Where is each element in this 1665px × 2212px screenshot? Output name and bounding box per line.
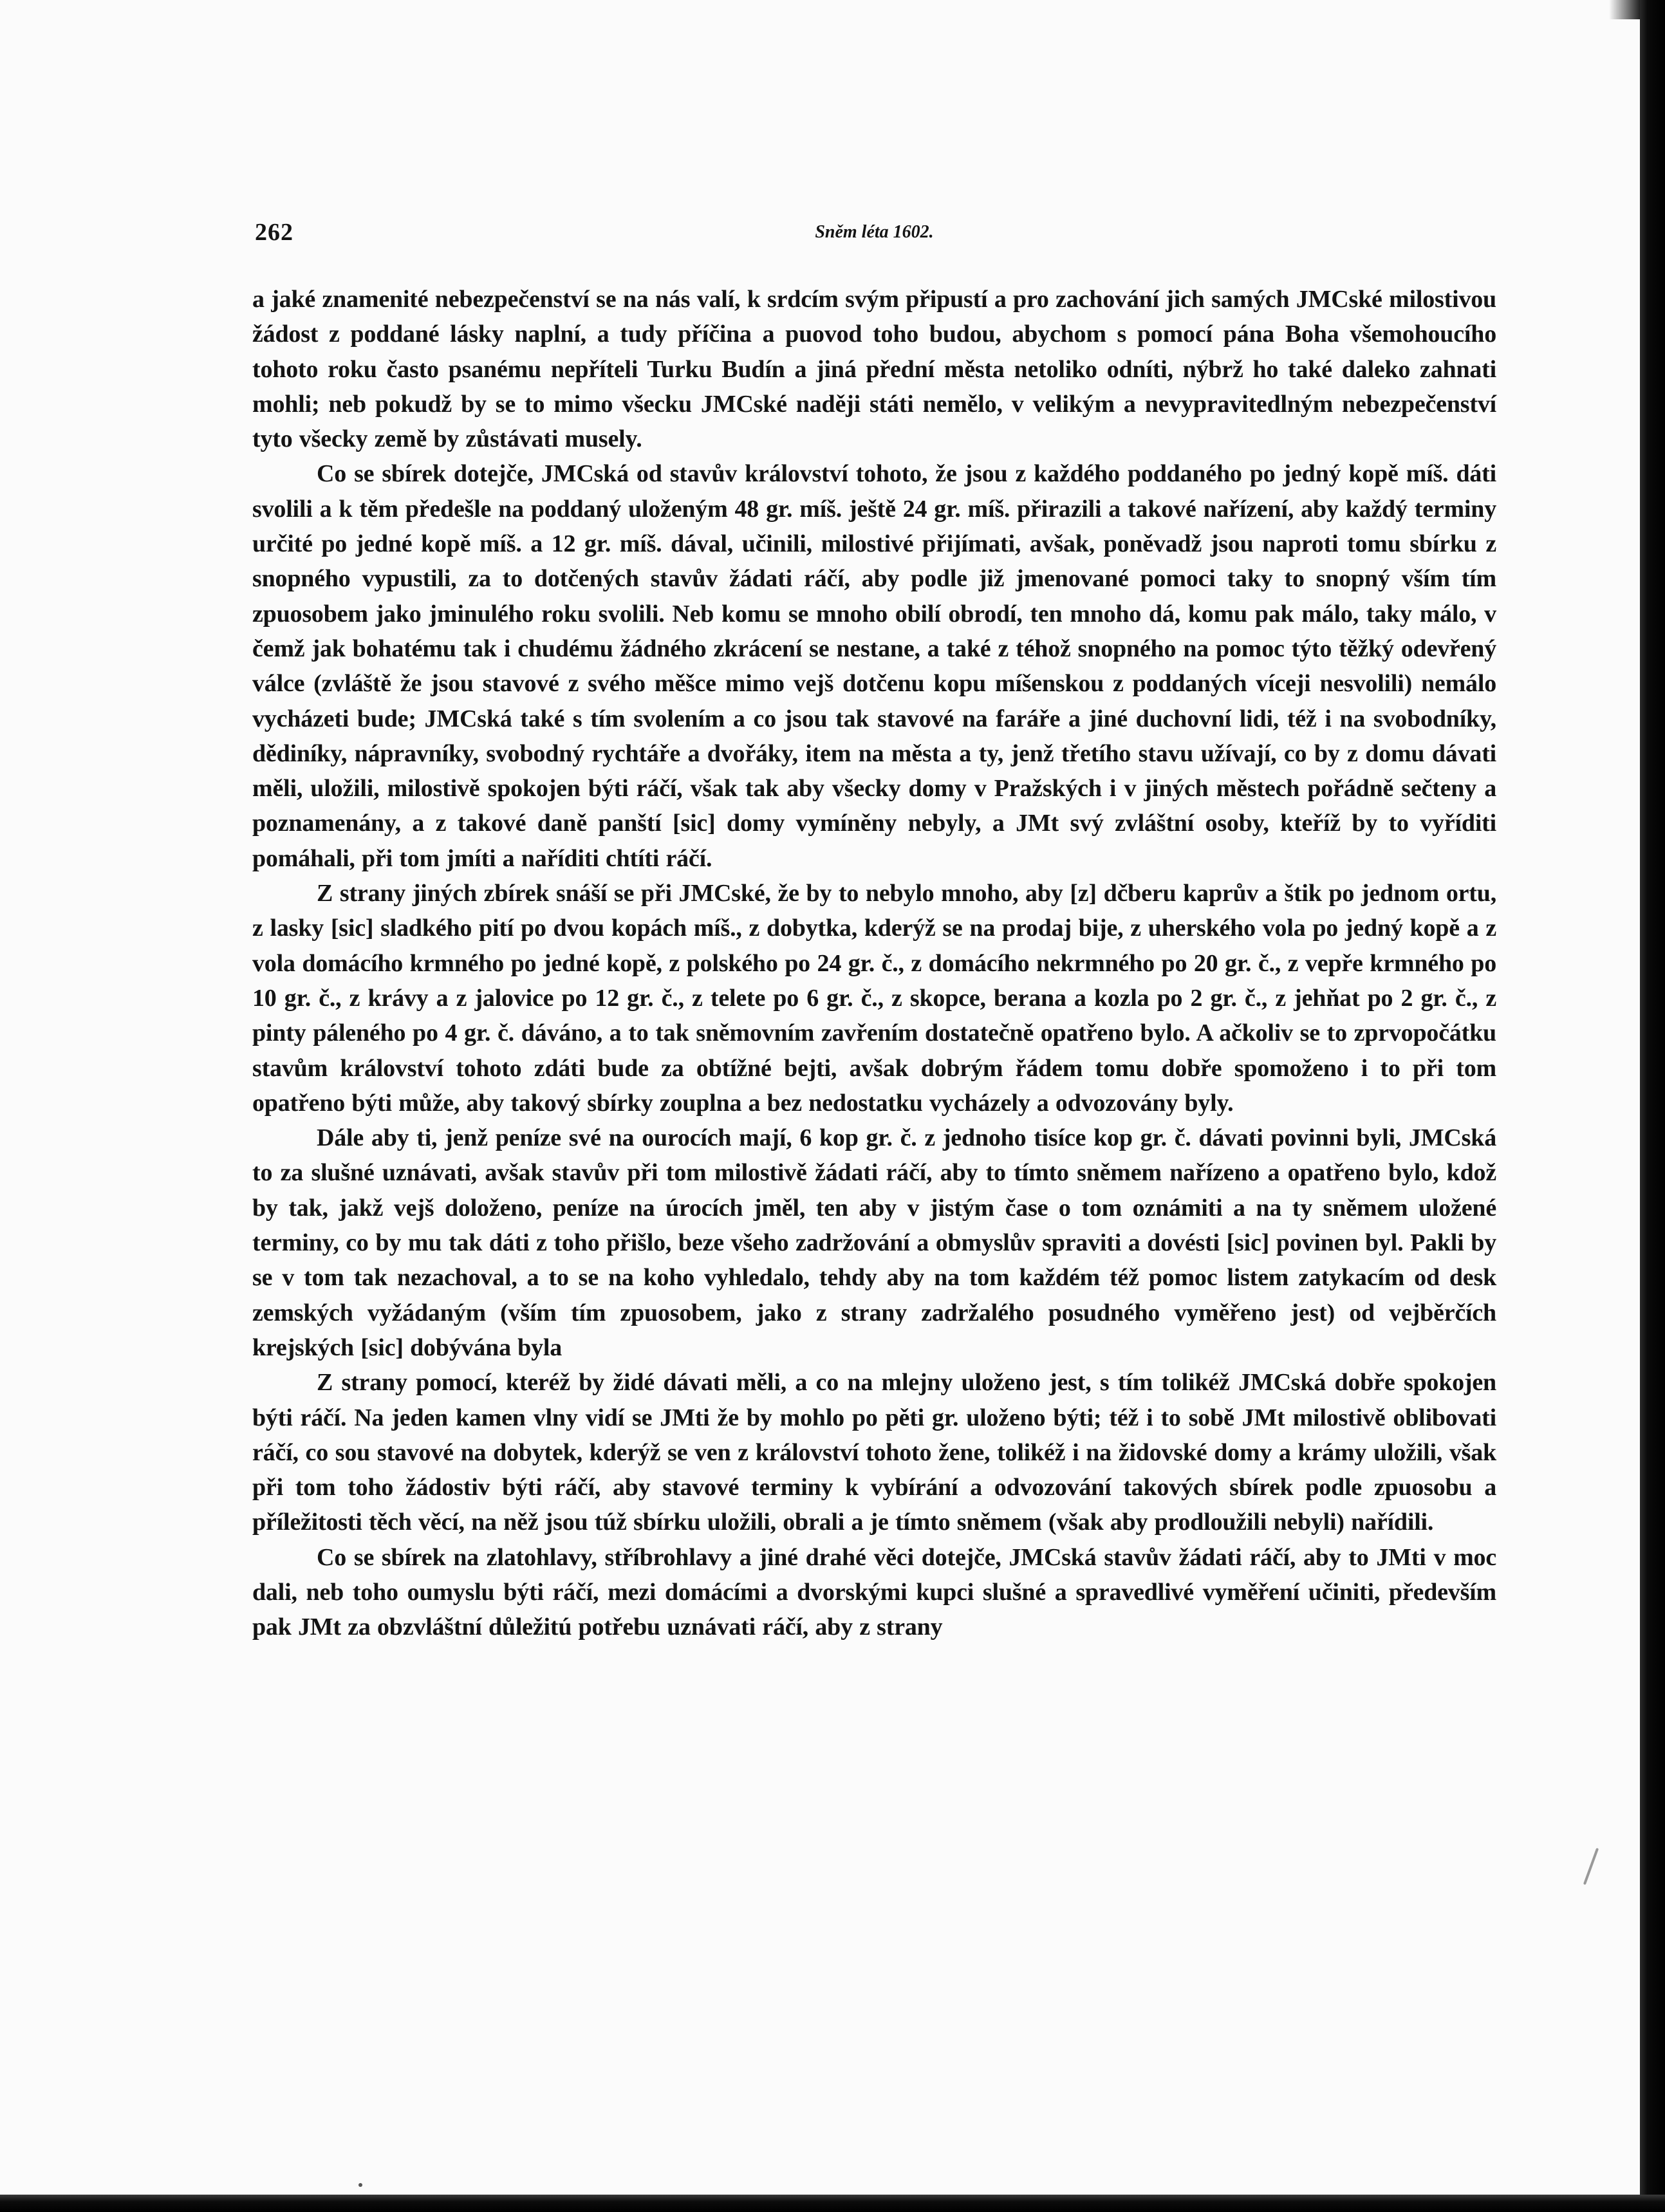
paragraph: a jaké znamenité nebezpečenství se na nás valí, k srdcím svým připustí a pro zachování jich samých JMCské milostivou žádost z poddané lásky naplní, a tudy příčina a puovod toho budou, abychom s pomocí pána Boha všemohoucího tohoto roku často psanému nepříteli Turku Budín a jiná přední města netoliko odníti, nýbrž ho také daleko zahnati mohli; neb pokudž by se to mimo všecku JMCské naději státi nemělo, v velikým a nevypravitedlným nebezpečenství tyto všecky země by zůstávati musely. (252, 286, 1496, 453)
scan-edge-right (1640, 0, 1665, 2212)
scan-edge-top (1609, 0, 1640, 19)
running-title: Sněm léta 1602. (815, 222, 934, 242)
scan-speck (358, 2183, 362, 2187)
document-page (252, 216, 1496, 1645)
scan-edge-bottom (0, 2195, 1665, 2212)
page-number: 262 (255, 219, 293, 246)
paragraph: Z strany jiných zbírek snáší se při JMCské, že by to nebylo mnoho, aby [z] dčberu kaprův a štik po jednom ortu, z lasky [sic] sladkého pití po dvou kopách míš., z dobytka, kderýž se na prodaj bije, z uherského vola po jedný kopě a z vola domácího krmného po jedné kopě, z polského po 24 gr. č., z domácího nekrmného po 20 gr. č., z vepře krmného po 10 gr. č., z krávy a z jalovice po 12 gr. č., z telete po 6 gr. č., z skopce, berana a kozla po 2 gr. č., z jehňat po 2 gr. č., z pinty páleného po 4 gr. č. dáváno, a to tak sněmovním zavřením dostatečně opatřeno bylo. A ačkoliv se to zprvopočátku stavům království tohoto zdáti bude za obtížné bejti, avšak dobrým řádem tomu dobře spomoženo i to při tom opatřeno býti může, aby takový sbírky zouplna a bez nedostatku vycházely a odvozovány byly. (252, 880, 1496, 1117)
paragraph: Z strany pomocí, kteréž by židé dávati měli, a co na mlejny uloženo jest, s tím tolikéž JMCská dobře spokojen býti ráčí. Na jeden kamen vlny vidí se JMti že by mohlo po pěti gr. uloženo býti; též i to sobě JMt milostivě oblibovati ráčí, co sou stavové na dobytek, kderýž se ven z království tohoto žene, tolikéž i na židovské domy a krámy uložili, však při tom toho žádostiv býti ráčí, aby stavové terminy k vybírání a odvozování takových sbírek podle zpuosobu a příležitosti těch věcí, na něž jsou túž sbírku uložili, obrali a je tímto sněmem (však aby prodloužili nebyli) nařídili. (252, 1369, 1496, 1536)
body-text (252, 282, 1496, 1645)
paragraph: Co se sbírek na zlatohlavy, stříbrohlavy a jiné drahé věci dotejče, JMCská stavův žádati ráčí, aby to JMti v moc dali, neb toho oumyslu býti ráčí, mezi domácími a dvorskými kupci slušné a spravedlivé vyměření učiniti, především pak JMt za obzvláštní důležitú potřebu uznávati ráčí, aby z strany (252, 1543, 1496, 1641)
paragraph: Dále aby ti, jenž peníze své na ourocích mají, 6 kop gr. č. z jednoho tisíce kop gr. č. dávati povinni byli, JMCská to za slušné uznávati, avšak stavův při tom milostivě žádati ráčí, aby to tímto sněmem nařízeno a opatřeno bylo, kdož by tak, jakž vejš doloženo, peníze na úrocích jměl, ten aby v jistým čase o tom oznámiti a na ty sněmem uložené terminy, co by mu tak dáti z toho přišlo, beze všeho zadržování a obmyslův spraviti a dovésti [sic] povinen byl. Pakli by se v tom tak nezachoval, a to se na koho vyhledalo, tehdy aby na tom každém též pomoc listem zatykacím od desk zemských vyžádaným (vším tím zpuosobem, jako z strany zadržalého posudného vyměřeno jest) od vejběrčích krejských [sic] dobývána byla (252, 1124, 1496, 1361)
paragraph: Co se sbírek dotejče, JMCská od stavův království tohoto, že jsou z každého poddaného po jedný kopě míš. dáti svolili a k těm předešle na poddaný uloženým 48 gr. míš. ještě 24 gr. míš. přirazili a takové nařízení, aby každý terminy určité po jedné kopě míš. a 12 gr. míš. dával, učinili, milostivé přijímati, avšak, poněvadž jsou naproti tomu sbírku z snopného vypustili, za to dotčených stavův žádati ráčí, aby podle již jmenované pomoci taky to snopný vším tím zpuosobem jako jminulého roku svolili. Neb komu se mnoho obilí obrodí, ten mnoho dá, komu pak málo, taky málo, v čemž jak bohatému tak i chudému žádného zkrácení se nestane, a také z téhož snopného na pomoc týto těžký odevřený válce (zvláště že jsou stavové z svého měšce mimo vejš dotčenu kopu míšenskou z poddaných víceji nesvolili) nemálo vycházeti bude; JMCská také s tím svolením a co jsou tak stavové na faráře a jiné duchovní lidi, též i na svobodníky, dědiníky, nápravníky, svobodný rychtáře a dvořáky, item na města a ty, jenž třetího stavu užívají, co by z domu dávati měli, uložili, milostivě spokojen býti ráčí, však tak aby všecky domy v Pražských i v jiných městech pořádně sečteny a poznamenány, a z takové daně panští [sic] domy vymíněny nebyly, a JMt svý zvláštní osoby, kteříž by to vyříditi pomáhali, při tom jmíti a naříditi chtíti ráčí. (252, 460, 1496, 872)
page-header (252, 216, 1496, 254)
